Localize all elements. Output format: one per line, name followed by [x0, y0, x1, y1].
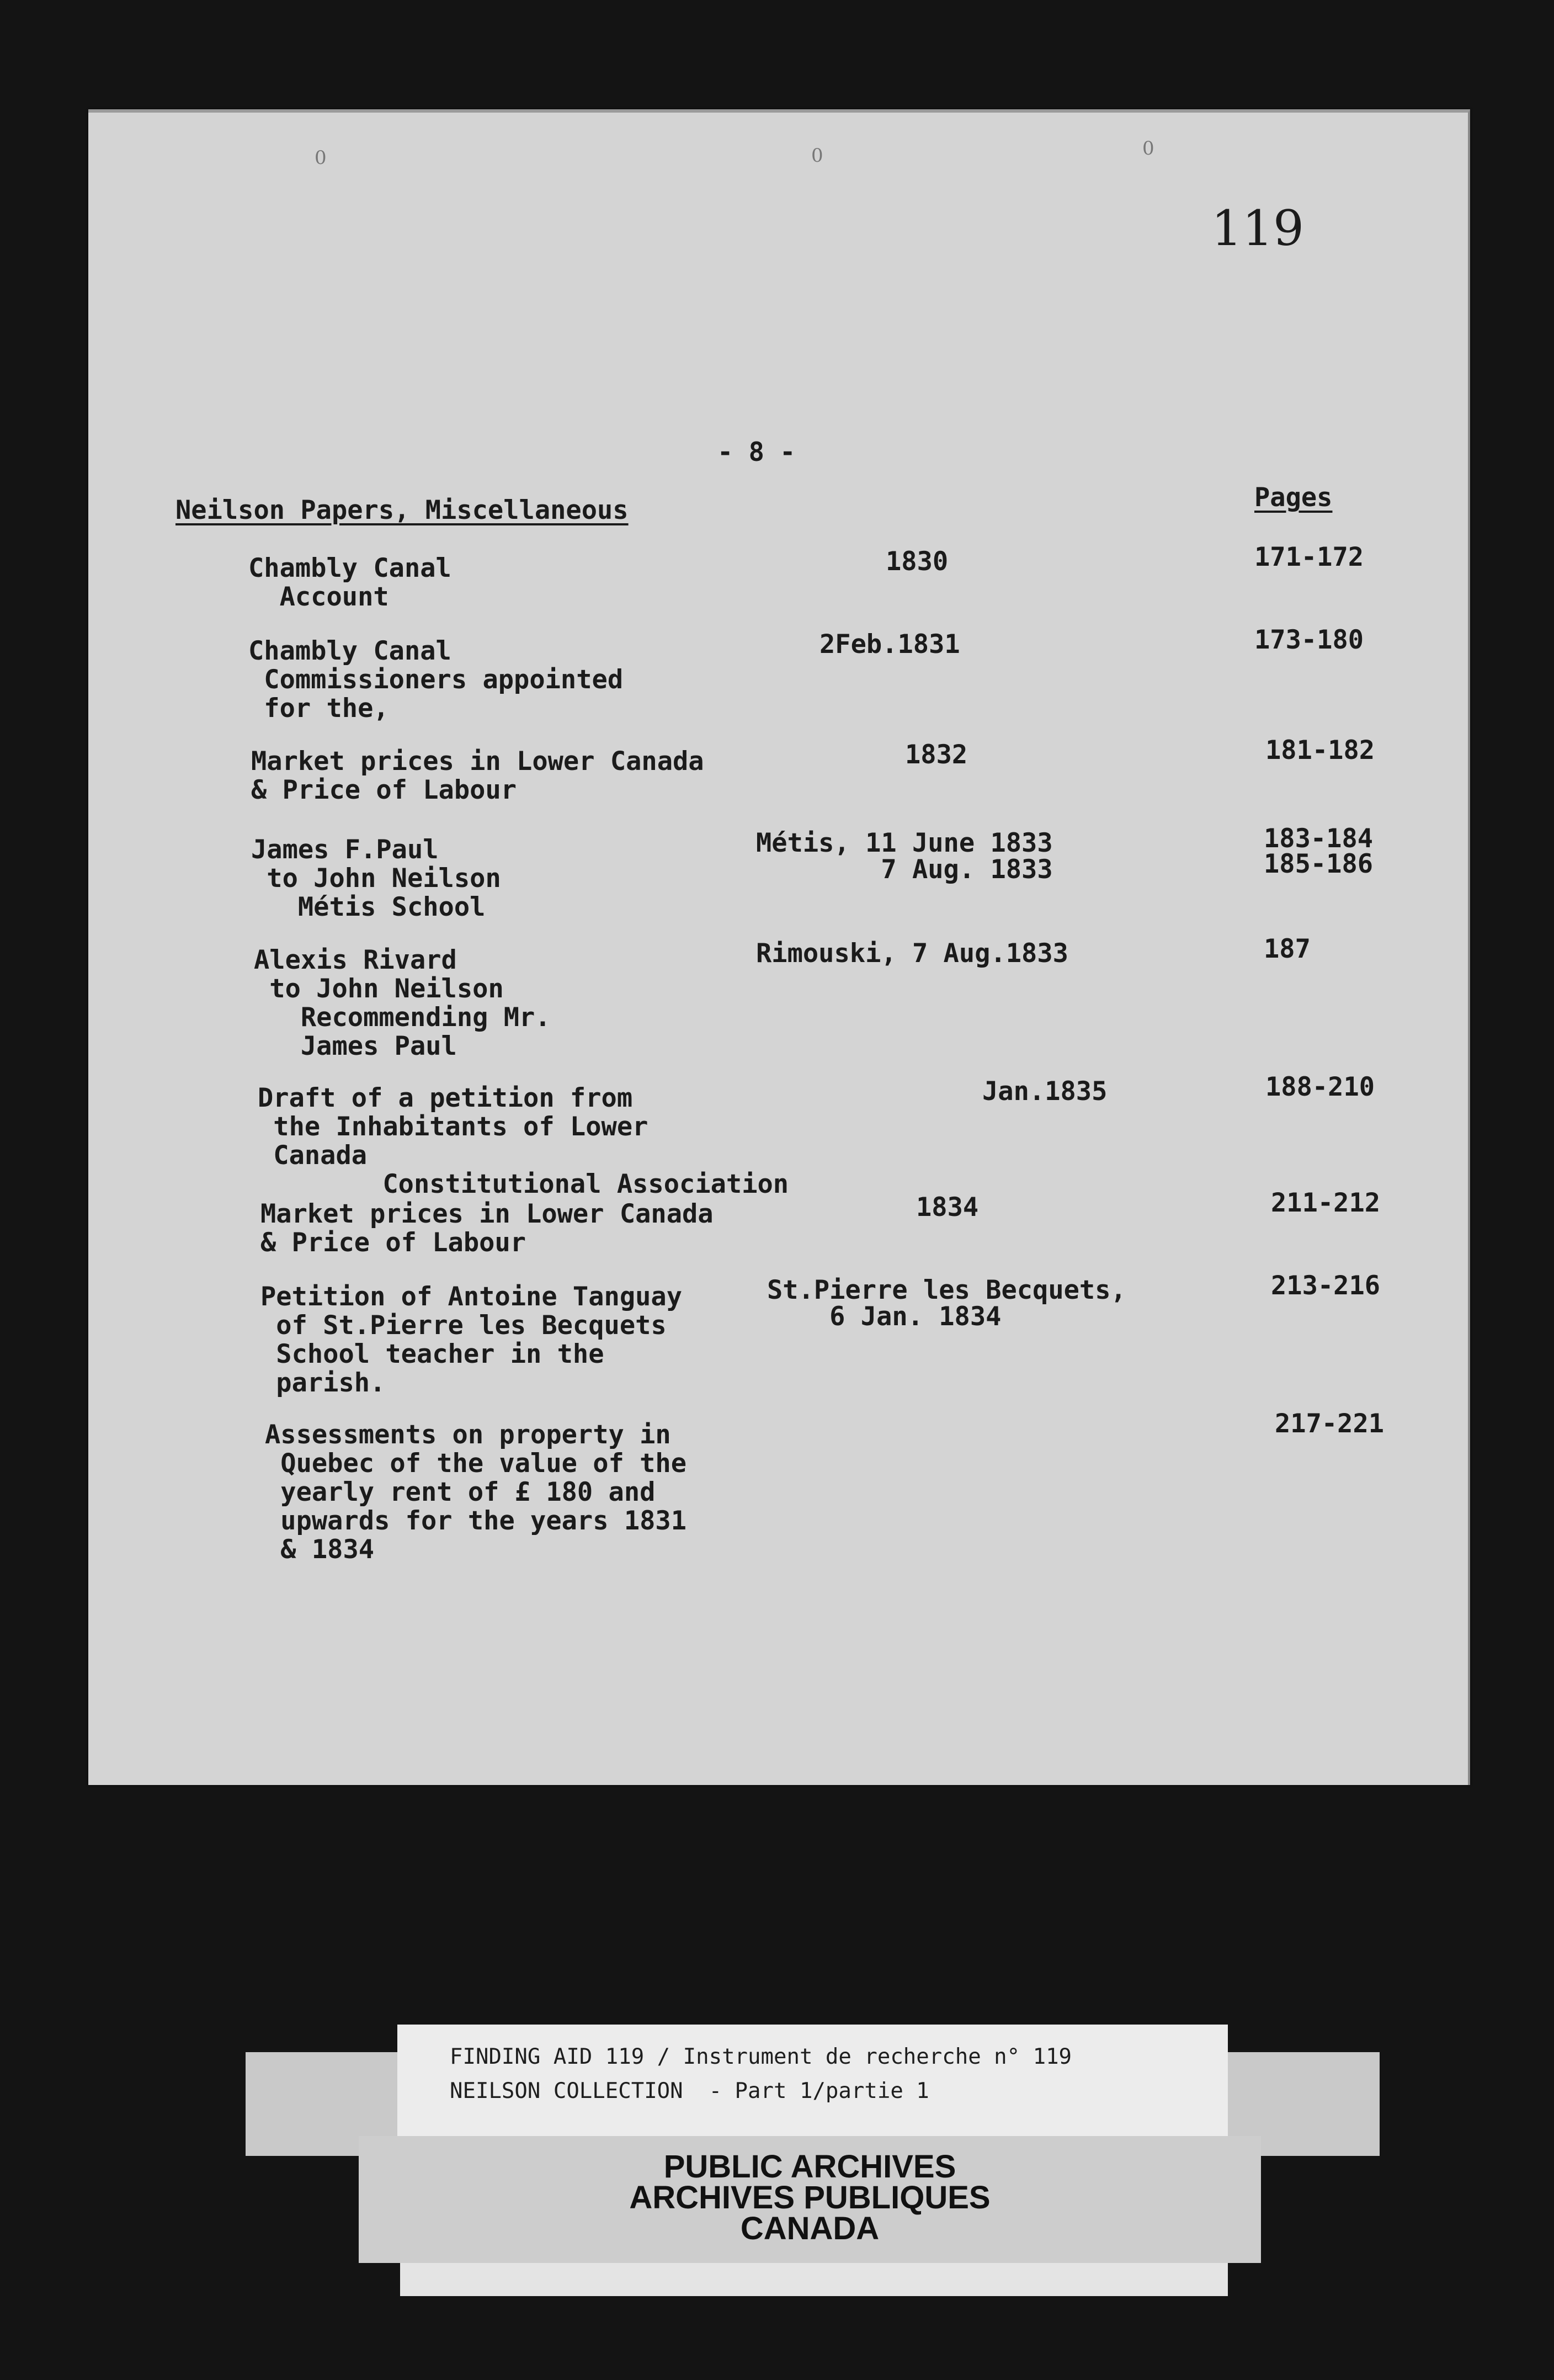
- entry-title-line: James F.Paul: [251, 835, 439, 865]
- punch-hole-mark: 0: [1142, 137, 1154, 160]
- label-strip: [400, 2263, 1228, 2296]
- entry-title-line: & 1834: [265, 1534, 375, 1565]
- pages-column-header: Pages: [1254, 482, 1333, 513]
- entry-date: 7 Aug. 1833: [756, 854, 1053, 885]
- entry-title-line: Draft of a petition from: [258, 1083, 633, 1113]
- archives-line-1: PUBLIC ARCHIVES: [663, 2149, 956, 2185]
- entry-title-line: Alexis Rivard: [254, 945, 457, 975]
- entry-pages: 173-180: [1254, 625, 1364, 655]
- punch-hole-mark: 0: [811, 145, 823, 167]
- entry-pages: 185-186: [1264, 849, 1374, 879]
- entry-date: 1830: [886, 546, 949, 577]
- finding-aid-slip: [397, 2025, 1228, 2140]
- entry-pages: 217-221: [1275, 1409, 1385, 1439]
- entry-date: Rimouski, 7 Aug.1833: [756, 938, 1068, 969]
- entry-title-line: Quebec of the value of the: [265, 1448, 687, 1479]
- entry-date: 1834: [916, 1192, 979, 1223]
- entry-title-line: Market prices in Lower Canada: [260, 1199, 714, 1229]
- punch-hole-mark: 0: [315, 147, 327, 169]
- entry-title-line: Chambly Canal: [248, 553, 451, 583]
- entry-title-line: yearly rent of £ 180 and: [265, 1477, 656, 1507]
- page-number: 119: [1211, 200, 1304, 257]
- entry-title-line: Market prices in Lower Canada: [251, 746, 704, 777]
- entry-title-line: the Inhabitants of Lower: [258, 1112, 648, 1142]
- entry-date: 2Feb.1831: [819, 629, 960, 660]
- slip-line-2: NEILSON COLLECTION - Part 1/partie 1: [450, 2079, 929, 2103]
- entry-title-line: for the,: [248, 693, 389, 724]
- entry-title-line: to John Neilson: [251, 863, 501, 894]
- entry-title-line: & Price of Labour: [251, 775, 517, 805]
- entry-title-line: Recommending Mr.: [254, 1002, 551, 1033]
- entry-title-line: School teacher in the: [260, 1339, 604, 1369]
- entry-title-line: & Price of Labour: [260, 1228, 526, 1258]
- entry-date: Jan.1835: [982, 1076, 1108, 1107]
- entry-title-line: parish.: [260, 1368, 386, 1398]
- entry-pages: 188-210: [1265, 1072, 1375, 1102]
- entry-title-line: Account: [248, 582, 389, 612]
- entry-pages: 211-212: [1271, 1188, 1381, 1218]
- archives-line-3: CANADA: [740, 2211, 880, 2246]
- section-heading: Neilson Papers, Miscellaneous: [175, 495, 629, 525]
- entry-title-line: to John Neilson: [254, 974, 504, 1004]
- slip-line-1: FINDING AID 119 / Instrument de recherche n° 119: [450, 2044, 1072, 2069]
- archives-line-2: ARCHIVES PUBLIQUES: [629, 2180, 991, 2216]
- entry-title-line: Métis School: [251, 892, 486, 922]
- entry-title-line: James Paul: [254, 1031, 457, 1061]
- entry-title-line: Commissioners appointed: [248, 665, 624, 695]
- entry-date: Métis, 11 June 1833: [756, 828, 1053, 858]
- entry-date: 1832: [905, 740, 968, 770]
- entry-title-line: Assessments on property in: [265, 1420, 671, 1450]
- entry-pages: 213-216: [1271, 1271, 1381, 1301]
- entry-title-line: Petition of Antoine Tanguay: [260, 1282, 683, 1312]
- entry-date: St.Pierre les Becquets,: [767, 1275, 1126, 1305]
- entry-title-line: Constitutional Association: [258, 1169, 789, 1199]
- entry-title-line: upwards for the years 1831: [265, 1506, 687, 1536]
- entry-date: 6 Jan. 1834: [767, 1301, 1002, 1332]
- sheet-marker: - 8 -: [717, 437, 796, 468]
- entry-pages: 183-184: [1264, 824, 1374, 854]
- entry-title-line: Canada: [258, 1140, 368, 1171]
- entry-pages: 181-182: [1265, 735, 1375, 766]
- entry-title-line: Chambly Canal: [248, 636, 451, 666]
- document-sheet: [88, 109, 1470, 1785]
- entry-pages: 187: [1264, 934, 1311, 964]
- entry-title-line: of St.Pierre les Becquets: [260, 1310, 667, 1341]
- entry-pages: 171-172: [1254, 542, 1364, 572]
